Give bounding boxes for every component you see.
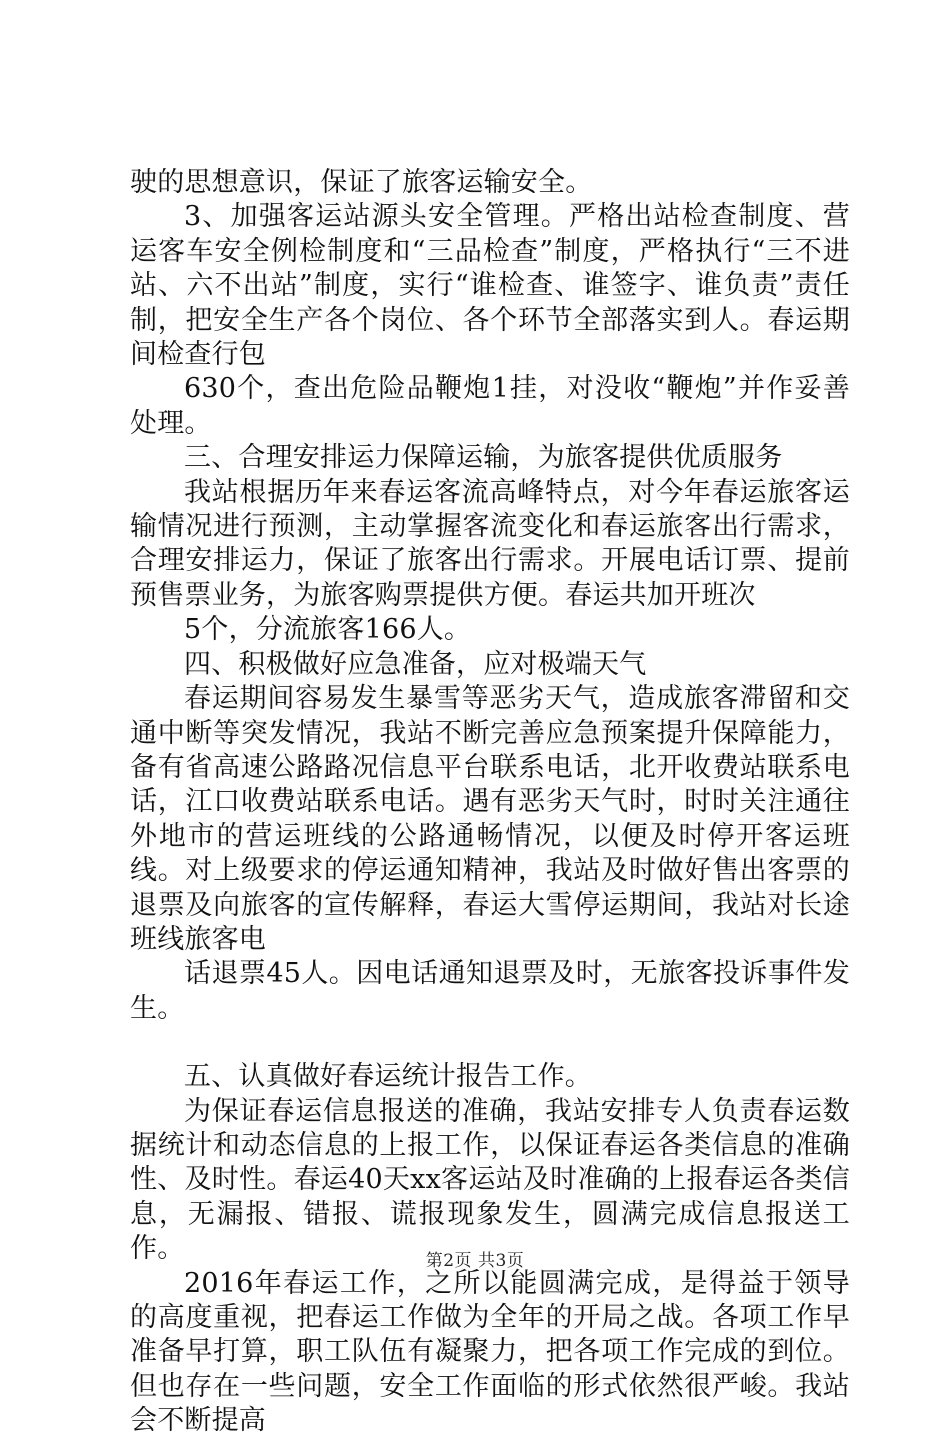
page-number-label: 第2页 共3页 [425,1251,525,1271]
paragraph-2: 3、加强客运站源头安全管理。严格出站检查制度、营运客车安全例检制度和“三品检查”制度，严格执行“三不进站、六不出站”制度，实行“谁检查、谁签字、谁负责”责任制，把安全生产各个岗位、各个环节全部落实到人。春运期间检查行包 [130,201,850,371]
section-heading-3: 三、合理安排运力保障运输，为旅客提供优质服务 [184,442,783,474]
section-heading-4: 四、积极做好应急准备，应对极端天气 [184,648,647,680]
page-footer [0,1246,950,1271]
paragraph-6: 5个，分流旅客166人。 [184,614,472,646]
paragraph-5: 我站根据历年来春运客流高峰特点，对今年春运旅客运输情况进行预测，主动掌握客流变化和春运旅客出行需求，合理安排运力，保证了旅客出行需求。开展电话订票、提前预售票业务，为旅客购票提供方便。春运共加开班次 [130,476,850,611]
paragraph-9: 话退票45人。因电话通知退票及时，无旅客投诉事件发生。 [130,958,850,1024]
paragraph-12: 2016年春运工作，之所以能圆满完成，是得益于领导的高度重视，把春运工作做为全年的开局之战。各项工作早准备早打算，职工队伍有凝聚力，把各项工作完成的到位。但也存在一些问题，安全工作面临的形式依然很严峻。我站会不断提高 [130,1267,850,1437]
paragraph-gap [130,1026,850,1060]
paragraph-11: 为保证春运信息报送的准确，我站安排专人负责春运数据统计和动态信息的上报工作，以保证春运各类信息的准确性、及时性。春运40天xx客运站及时准确的上报春运各类信息，无漏报、错报、谎报现象发生，圆满完成信息报送工作。 [130,1095,850,1265]
paragraph-1: 驶的思想意识，保证了旅客运输安全。 [130,167,593,198]
paragraph-8: 春运期间容易发生暴雪等恶劣天气，造成旅客滞留和交通中断等突发情况，我站不断完善应急预案提升保障能力，备有省高速公路路况信息平台联系电话，北开收费站联系电话，江口收费站联系电话。遇有恶劣天气时，时时关注通往外地市的营运班线的公路通畅情况，以便及时停开客运班线。对上级要求的停运通知精神，我站及时做好售出客票的退票及向旅客的宣传解释，春运大雪停运期间，我站对长途班线旅客电 [130,683,850,955]
paragraph-3: 630个，查出危险品鞭炮1挂，对没收“鞭炮”并作妥善处理。 [130,373,850,439]
section-heading-5: 五、认真做好春运统计报告工作。 [184,1061,592,1093]
